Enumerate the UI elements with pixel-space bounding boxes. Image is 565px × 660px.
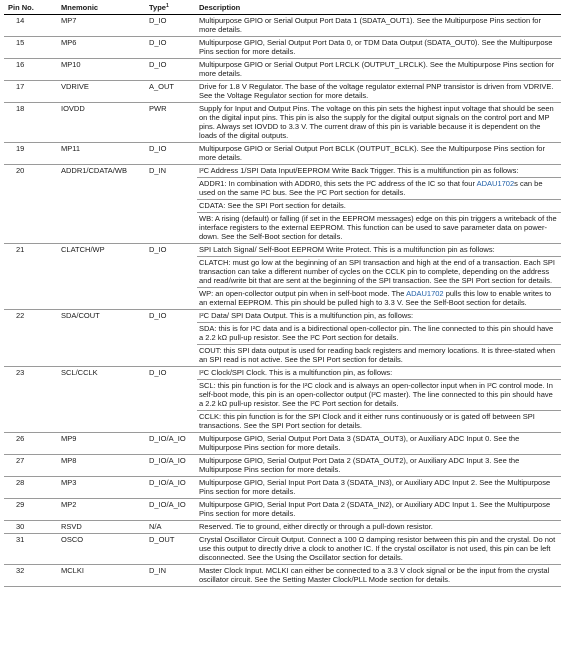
description-cell: Drive for 1.8 V Regulator. The base of the voltage regulator external PNP transistor is driven from VDRIVE. See the Voltage Regulator section for more details. [197,81,561,103]
type-cell: D_IO/A_IO [147,499,197,521]
description-cell: CCLK: this pin function is for the SPI Clock and it either runs continuously or is gated off between SPI transactions. See the SPI Port section for details. [197,411,561,433]
header-type-label: Type [149,3,166,12]
description-cell: I²C Data/ SPI Data Output. This is a multifunction pin, as follows: [197,310,561,323]
description-cell: Multipurpose GPIO, Serial Input Port Data 3 (SDATA_IN3), or Auxiliary ADC Input 2. See the Multipurpose Pins section for more details. [197,477,561,499]
header-pin-no: Pin No. [4,2,59,15]
description-cell: SDA: this is for I²C data and is a bidirectional open-collector pin. The line connected to this pin should have a 2.2 kΩ pull-up resistor. See the I²C Port section for details. [197,323,561,345]
pin-number-cell: 17 [4,81,59,103]
table-row [4,534,561,565]
description-cell: Multipurpose GPIO, Serial Input Port Data 2 (SDATA_IN2), or Auxiliary ADC Input 1. See the Multipurpose Pins section for more details. [197,499,561,521]
pin-number-cell: 27 [4,455,59,477]
type-cell: D_IO/A_IO [147,433,197,455]
table-body [4,15,561,587]
table-row [4,367,561,380]
description-cell: WP: an open-collector output pin when in self-boot mode. The ADAU1702 pulls this low to enable writes to an external EEPROM. This pin should be pulled high to 3.3 V. See the Self-Boot section for details. [197,288,561,310]
mnemonic-cell: RSVD [59,521,147,534]
type-cell: D_IO/A_IO [147,477,197,499]
pin-number-cell: 22 [4,310,59,367]
description-cell: Multipurpose GPIO, Serial Output Port Data 2 (SDATA_OUT2), or Auxiliary ADC Input 3. See the Multipurpose Pins section for more details. [197,455,561,477]
type-cell: D_IO [147,59,197,81]
mnemonic-cell: MP6 [59,37,147,59]
description-cell: Reserved. Tie to ground, either directly or through a pull-down resistor. [197,521,561,534]
mnemonic-cell: MP7 [59,15,147,37]
description-cell: CLATCH: must go low at the beginning of an SPI transaction and high at the end of a transaction. Each SPI transaction can take a different number of cycles on the CCLK pin to complete, depending on the address and read/write bit that are sent at the beginning of the SPI transaction. See the SPI Port section for details. [197,257,561,288]
header-type-footnote: 1 [165,3,169,9]
mnemonic-cell: IOVDD [59,103,147,143]
pin-number-cell: 18 [4,103,59,143]
pin-number-cell: 21 [4,244,59,310]
table-row [4,477,561,499]
mnemonic-cell: SDA/COUT [59,310,147,367]
header-type [147,2,197,15]
mnemonic-cell: CLATCH/WP [59,244,147,310]
type-cell: N/A [147,521,197,534]
description-cell: I²C Clock/SPI Clock. This is a multifunction pin, as follows: [197,367,561,380]
description-cell: Multipurpose GPIO, Serial Output Port Data 0, or TDM Data Output (SDATA_OUT0). See the Multipurpose Pins section for more details. [197,37,561,59]
table-row [4,455,561,477]
type-cell: D_IO [147,310,197,367]
description-cell: WB: A rising (default) or falling (if set in the EEPROM messages) edge on this pin triggers a writeback of the interface registers to the external EEPROM. This function can be used to save parameter data on power-down. See the Self-Boot section for details. [197,213,561,244]
description-cell: Multipurpose GPIO, Serial Output Port Data 3 (SDATA_OUT3), or Auxiliary ADC Input 0. See the Multipurpose Pins section for more details. [197,433,561,455]
mnemonic-cell: MCLKI [59,565,147,587]
description-cell: SCL: this pin function is for the I²C clock and is always an open-collector input when in I²C control mode. In self-boot mode, this pin is an open-collector output (I²C master). The line connected to this pin should have a 2.2 kΩ pull-up resistor. See the I²C Port section for details. [197,380,561,411]
description-cell: I²C Address 1/SPI Data Input/EEPROM Write Back Trigger. This is a multifunction pin as follows: [197,165,561,178]
pin-number-cell: 19 [4,143,59,165]
product-link[interactable]: ADAU1702 [406,289,444,298]
table-row [4,244,561,257]
type-cell: D_OUT [147,534,197,565]
table-row [4,310,561,323]
description-cell: Master Clock Input. MCLKI can either be connected to a 3.3 V clock signal or be the input from the crystal oscillator circuit. See the Setting Master Clock/PLL Mode section for details. [197,565,561,587]
type-cell: A_OUT [147,81,197,103]
description-cell: Crystal Oscillator Circuit Output. Connect a 100 Ω damping resistor between this pin and the crystal. Do not use this output to directly drive a clock to another IC. If the crystal oscillator is not used, this pin can be left disconnected. See the Using the Oscillator section for details. [197,534,561,565]
type-cell: D_IN [147,165,197,244]
product-link[interactable]: ADAU1702 [476,179,515,188]
pin-number-cell: 14 [4,15,59,37]
type-cell: D_IO/A_IO [147,455,197,477]
pin-number-cell: 28 [4,477,59,499]
mnemonic-cell: SCL/CCLK [59,367,147,433]
table-row [4,143,561,165]
description-cell: COUT: this SPI data output is used for reading back registers and memory locations. It is three-stated when an SPI read is not active. See the SPI Port section for details. [197,345,561,367]
description-cell: CDATA: See the SPI Port section for details. [197,200,561,213]
table-row [4,59,561,81]
table-row [4,433,561,455]
table-row [4,81,561,103]
table-row [4,103,561,143]
pin-number-cell: 29 [4,499,59,521]
mnemonic-cell: MP11 [59,143,147,165]
mnemonic-cell: VDRIVE [59,81,147,103]
mnemonic-cell: ADDR1/CDATA/WB [59,165,147,244]
pin-number-cell: 15 [4,37,59,59]
type-cell: D_IO [147,244,197,310]
pin-number-cell: 32 [4,565,59,587]
header-mnemonic: Mnemonic [59,2,147,15]
mnemonic-cell: MP10 [59,59,147,81]
pin-number-cell: 20 [4,165,59,244]
table-row [4,15,561,37]
description-cell: Multipurpose GPIO or Serial Output Port LRCLK (OUTPUT_LRCLK). See the Multipurpose Pins section for more details. [197,59,561,81]
pin-function-table [4,2,561,587]
table-row [4,165,561,178]
type-cell: PWR [147,103,197,143]
pin-number-cell: 26 [4,433,59,455]
mnemonic-cell: MP3 [59,477,147,499]
description-cell: SPI Latch Signal/ Self-Boot EEPROM Write Protect. This is a multifunction pin as follows: [197,244,561,257]
mnemonic-cell: OSCO [59,534,147,565]
header-description: Description [197,2,561,15]
table-row [4,565,561,587]
mnemonic-cell: MP9 [59,433,147,455]
pin-number-cell: 23 [4,367,59,433]
type-cell: D_IO [147,367,197,433]
table-row [4,499,561,521]
type-cell: D_IN [147,565,197,587]
table-row [4,37,561,59]
pin-number-cell: 31 [4,534,59,565]
type-cell: D_IO [147,15,197,37]
description-cell: Supply for Input and Output Pins. The voltage on this pin sets the highest input voltage that should be seen on the digital input pins. This pin is also the supply for the digital output signals on the control port and MP pins. Always set IOVDD to 3.3 V. The current draw of this pin is variable because it is dependent on the loads of the digital outputs. [197,103,561,143]
description-cell: Multipurpose GPIO or Serial Output Port BCLK (OUTPUT_BCLK). See the Multipurpose Pins section for more details. [197,143,561,165]
type-cell: D_IO [147,37,197,59]
pin-number-cell: 30 [4,521,59,534]
description-cell: Multipurpose GPIO or Serial Output Port Data 1 (SDATA_OUT1). See the Multipurpose Pins section for more details. [197,15,561,37]
mnemonic-cell: MP2 [59,499,147,521]
table-row [4,521,561,534]
pin-number-cell: 16 [4,59,59,81]
mnemonic-cell: MP8 [59,455,147,477]
table-header-row [4,2,561,15]
description-cell: ADDR1: In combination with ADDR0, this sets the I²C address of the IC so that four ADAU1702s can be used on the same I²C bus. See the I²C Port section for details. [197,178,561,200]
type-cell: D_IO [147,143,197,165]
